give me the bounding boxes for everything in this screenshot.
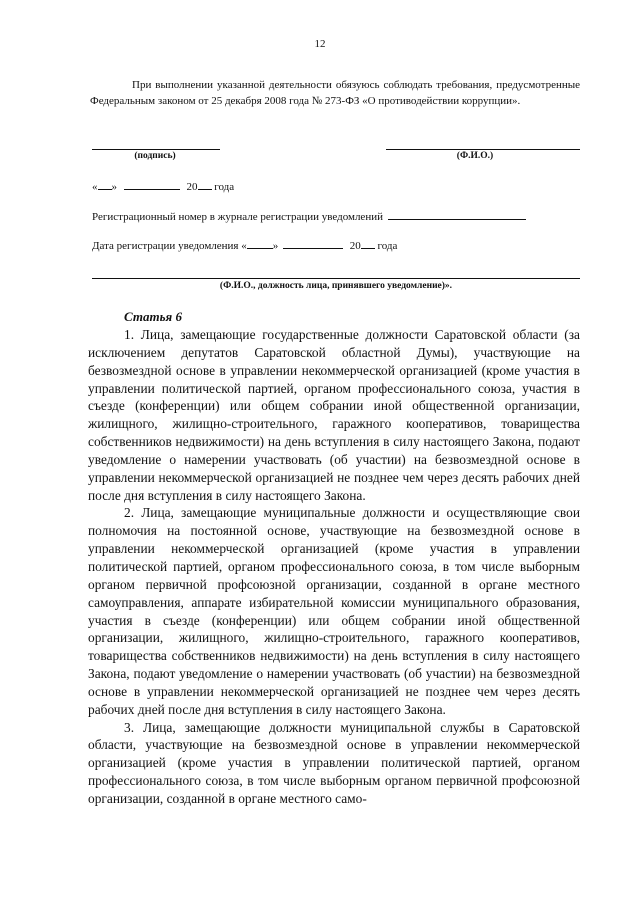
article-heading: Статья 6 bbox=[124, 309, 182, 324]
fio-line bbox=[386, 149, 580, 150]
article-body bbox=[88, 326, 580, 808]
date-row bbox=[92, 179, 234, 193]
reg-date-label: Дата регистрации уведомления « bbox=[92, 240, 247, 252]
receiver-caption: (Ф.И.О., должность лица, принявшего уведомление)». bbox=[219, 281, 453, 291]
reg-date-row bbox=[92, 238, 397, 252]
fio-caption: (Ф.И.О.) bbox=[456, 151, 494, 161]
reg-year-blank bbox=[361, 238, 375, 249]
year-blank bbox=[198, 179, 212, 190]
year-prefix: 20 bbox=[186, 181, 198, 193]
reg-day-blank bbox=[247, 238, 273, 249]
signature-line bbox=[92, 149, 220, 150]
month-blank bbox=[124, 179, 180, 190]
page-number: 12 bbox=[314, 38, 326, 50]
signature-caption: (подпись) bbox=[134, 151, 176, 161]
date-close-quote: » bbox=[111, 181, 117, 193]
receiver-line bbox=[92, 278, 580, 279]
article-paragraph-2: 2. Лица, замещающие муниципальные должности и осуществляющие свои полномочия на постоянной основе, участвующие на безвозмездной основе в управлении некоммерческой организацией (кроме участия в управлении политической партией, органом профессионального союза, в том числе выборным органом первичной профсоюзной организации, созданной в органе местного самоуправления, аппарате избирательной комиссии муниципального образования, участия в съезде (конференции) или общем собрании иной общественной организации, жилищного, жилищно-строительного, гаражного кооперативов, товарищества собственников недвижимости) на день вступления в силу настоящего Закона, подают уведомление о намерении участвовать (об участии) на безвозмездной основе в управлении некоммерческой организацией не позднее чем через десять рабочих дней после дня вступления в силу настоящего Закона. bbox=[88, 505, 580, 717]
reg-number-row bbox=[92, 209, 526, 223]
declaration-text: При выполнении указанной деятельности обязуюсь соблюдать требования, предусмотренные Федеральным законом от 25 декабря 2008 года № 273-ФЗ «О противодействии коррупции». bbox=[90, 79, 580, 107]
year-suffix: года bbox=[214, 181, 235, 193]
article-paragraph-3: 3. Лица, замещающие должности муниципальной службы в Саратовской области, участвующие на безвозмездной основе в управлении некоммерческой организацией (кроме участия в управлении политической партией, органом профессионального союза, в том числе выборным органом первичной профсоюзной организации, созданной в органе местного само- bbox=[88, 719, 580, 806]
reg-number-label: Регистрационный номер в журнале регистрации уведомлений bbox=[92, 211, 383, 223]
reg-month-blank bbox=[283, 238, 343, 249]
reg-year-prefix: 20 bbox=[349, 240, 361, 252]
article-paragraph-1: 1. Лица, замещающие государственные должности Саратовской области (за исключением депутатов Саратовской областной Думы), участвующие на безвозмездной основе в управлении некоммерческой организацией (кроме участия в управлении политической партией, органом профессионального союза, участия в съезде (конференции) или общем собрании иной общественной организации, жилищного, жилищно-строительного, гаражного кооперативов, товарищества собственников недвижимости) на день вступления в силу настоящего Закона, подают уведомление о намерении участвовать (об участии) на безвозмездной основе в управлении некоммерческой организацией не позднее чем через десять рабочих дней после дня вступления в силу настоящего Закона. bbox=[88, 327, 580, 503]
reg-year-suffix: года bbox=[377, 240, 398, 252]
reg-number-blank bbox=[388, 209, 526, 220]
day-blank bbox=[98, 179, 112, 190]
reg-date-close-quote: » bbox=[272, 240, 279, 252]
date-open-quote: « bbox=[92, 181, 98, 193]
